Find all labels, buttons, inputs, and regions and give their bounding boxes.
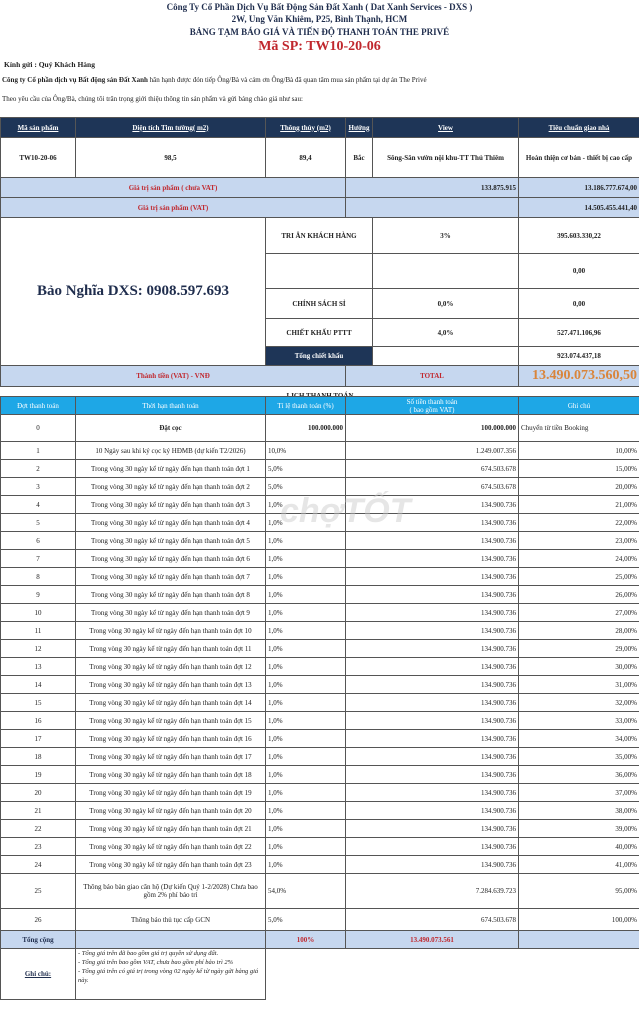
payment-term: Trong vòng 30 ngày kể từ ngày đến hạn thanh toán đợt 14 bbox=[76, 694, 266, 712]
price-excl-vat-row bbox=[1, 178, 639, 198]
payment-note: 39,00% bbox=[519, 820, 639, 838]
payment-note: 22,00% bbox=[519, 514, 639, 532]
payment-note: 29,00% bbox=[519, 640, 639, 658]
payment-term: Trong vòng 30 ngày kể từ ngày đến hạn thanh toán đợt 18 bbox=[76, 766, 266, 784]
total-value: 13.490.073.560,50 bbox=[519, 366, 639, 387]
discount-value: 0,00 bbox=[519, 254, 639, 289]
installment-no: 1 bbox=[1, 442, 76, 460]
payment-term: Trong vòng 30 ngày kể từ ngày đến hạn thanh toán đợt 22 bbox=[76, 838, 266, 856]
payment-amount: 134.900.736 bbox=[346, 640, 519, 658]
installment-no: 7 bbox=[1, 550, 76, 568]
payment-rate: 1,0% bbox=[266, 820, 346, 838]
schedule-row bbox=[1, 622, 639, 640]
discount-value: 0,00 bbox=[519, 289, 639, 319]
payment-amount: 134.900.736 bbox=[346, 820, 519, 838]
payment-rate: 1,0% bbox=[266, 856, 346, 874]
watermark-logo: chợTỐT bbox=[280, 492, 411, 530]
payment-note: 100,00% bbox=[519, 909, 639, 931]
total-discount-value: 923.074.437,18 bbox=[519, 347, 639, 366]
payment-term: Trong vòng 30 ngày kể từ ngày đến hạn thanh toán đợt 3 bbox=[76, 496, 266, 514]
installment-no: 6 bbox=[1, 532, 76, 550]
payment-term: Thông báo bàn giao căn hộ (Dự kiến Quý 1-2/2028) Chưa bao gồm 2% phí bảo trì bbox=[76, 874, 266, 909]
payment-rate: 1,0% bbox=[266, 676, 346, 694]
payment-rate: 1,0% bbox=[266, 568, 346, 586]
payment-term: Trong vòng 30 ngày kể từ ngày đến hạn thanh toán đợt 17 bbox=[76, 748, 266, 766]
installment-no: 21 bbox=[1, 802, 76, 820]
payment-amount: 134.900.736 bbox=[346, 604, 519, 622]
payment-term: Trong vòng 30 ngày kể từ ngày đến hạn thanh toán đợt 16 bbox=[76, 730, 266, 748]
discount-value: 527.471.106,96 bbox=[519, 319, 639, 347]
payment-amount: 100.000.000 bbox=[346, 415, 519, 442]
payment-amount: 134.900.736 bbox=[346, 586, 519, 604]
header-view: View bbox=[373, 118, 519, 138]
payment-note: 33,00% bbox=[519, 712, 639, 730]
installment-no: 2 bbox=[1, 460, 76, 478]
payment-term: Trong vòng 30 ngày kể từ ngày đến hạn thanh toán đợt 1 bbox=[76, 460, 266, 478]
schedule-total-row bbox=[1, 931, 639, 949]
discount-label: CHÍNH SÁCH SỈ bbox=[266, 289, 373, 319]
payment-amount: 7.284.639.723 bbox=[346, 874, 519, 909]
total-label: TOTAL bbox=[346, 366, 519, 387]
discount-rate bbox=[373, 254, 519, 289]
product-table-header bbox=[1, 118, 639, 138]
payment-term: Trong vòng 30 ngày kể từ ngày đến hạn thanh toán đợt 12 bbox=[76, 658, 266, 676]
payment-note: 27,00% bbox=[519, 604, 639, 622]
payment-rate: 1,0% bbox=[266, 550, 346, 568]
payment-term: Trong vòng 30 ngày kể từ ngày đến hạn thanh toán đợt 2 bbox=[76, 478, 266, 496]
payment-term: Trong vòng 30 ngày kể từ ngày đến hạn thanh toán đợt 13 bbox=[76, 676, 266, 694]
schedule-row bbox=[1, 856, 639, 874]
intro-rest: hân hạnh được đón tiếp Ông/Bà và cảm ơn Ông/Bà đã quan tâm mua sản phẩm tại dự án The Privé bbox=[147, 76, 427, 84]
cell-handover: Hoàn thiện cơ bản - thiết bị cao cấp bbox=[519, 138, 639, 178]
agent-contact: Bảo Nghĩa DXS: 0908.597.693 bbox=[1, 218, 266, 366]
payment-rate: 1,0% bbox=[266, 784, 346, 802]
payment-note: 28,00% bbox=[519, 622, 639, 640]
cell-view: Sông-Sân vườn nội khu-TT Thủ Thiêm bbox=[373, 138, 519, 178]
payment-term: Trong vòng 30 ngày kể từ ngày đến hạn thanh toán đợt 8 bbox=[76, 586, 266, 604]
installment-no: 22 bbox=[1, 820, 76, 838]
payment-note: Chuyển từ tiền Booking bbox=[519, 415, 639, 442]
installment-no: 3 bbox=[1, 478, 76, 496]
payment-term: Trong vòng 30 ngày kể từ ngày đến hạn thanh toán đợt 5 bbox=[76, 532, 266, 550]
payment-rate: 1,0% bbox=[266, 766, 346, 784]
schedule-total-amount: 13.490.073.561 bbox=[346, 931, 519, 949]
schedule-row bbox=[1, 802, 639, 820]
header-rate: Tỉ lệ thanh toán (%) bbox=[266, 397, 346, 415]
header-amount-line2: ( bao gồm VAT) bbox=[409, 405, 455, 414]
payment-rate: 5,0% bbox=[266, 909, 346, 931]
cell-net-area: 89,4 bbox=[266, 138, 346, 178]
discount-rate: 3% bbox=[373, 218, 519, 254]
payment-term: Đặt cọc bbox=[76, 415, 266, 442]
payment-term: Trong vòng 30 ngày kể từ ngày đến hạn thanh toán đợt 9 bbox=[76, 604, 266, 622]
schedule-row bbox=[1, 640, 639, 658]
installment-no: 9 bbox=[1, 586, 76, 604]
discount-label: CHIẾT KHẤU PTTT bbox=[266, 319, 373, 347]
payment-note: 36,00% bbox=[519, 766, 639, 784]
installment-no: 5 bbox=[1, 514, 76, 532]
payment-amount: 134.900.736 bbox=[346, 694, 519, 712]
header-area: Diện tích Tim tường( m2) bbox=[76, 118, 266, 138]
payment-amount: 674.503.678 bbox=[346, 909, 519, 931]
intro-line-2: Theo yêu cầu của Ông/Bà, chúng tôi trân trọng giới thiệu thông tin sản phẩm và gửi bảng chào giá như sau: bbox=[2, 95, 303, 103]
installment-no: 0 bbox=[1, 415, 76, 442]
payment-amount: 134.900.736 bbox=[346, 532, 519, 550]
payment-note: 40,00% bbox=[519, 838, 639, 856]
payment-note: 41,00% bbox=[519, 856, 639, 874]
notes-label: Ghi chú: bbox=[1, 949, 76, 1000]
payment-schedule-table bbox=[0, 396, 639, 1000]
payment-note: 24,00% bbox=[519, 550, 639, 568]
header-term: Thời hạn thanh toán bbox=[76, 397, 266, 415]
payment-note: 26,00% bbox=[519, 586, 639, 604]
schedule-body bbox=[1, 415, 639, 931]
final-label: Thành tiền (VAT) - VNĐ bbox=[1, 366, 346, 387]
schedule-row bbox=[1, 676, 639, 694]
payment-rate: 10,0% bbox=[266, 442, 346, 460]
header-note: Ghi chú bbox=[519, 397, 639, 415]
installment-no: 10 bbox=[1, 604, 76, 622]
discount-label: TRI ÂN KHÁCH HÀNG bbox=[266, 218, 373, 254]
schedule-row bbox=[1, 496, 639, 514]
greeting: Kính gửi : Quý Khách Hàng bbox=[4, 60, 95, 69]
payment-amount: 134.900.736 bbox=[346, 784, 519, 802]
price-excl-vat-label: Giá trị sản phẩm ( chưa VAT) bbox=[1, 178, 346, 198]
installment-no: 18 bbox=[1, 748, 76, 766]
payment-term: Trong vòng 30 ngày kể từ ngày đến hạn thanh toán đợt 23 bbox=[76, 856, 266, 874]
schedule-row bbox=[1, 442, 639, 460]
payment-rate: 1,0% bbox=[266, 802, 346, 820]
payment-amount: 134.900.736 bbox=[346, 856, 519, 874]
installment-no: 15 bbox=[1, 694, 76, 712]
payment-note: 25,00% bbox=[519, 568, 639, 586]
discount-rate: 0,0% bbox=[373, 289, 519, 319]
schedule-row bbox=[1, 874, 639, 909]
payment-rate: 1,0% bbox=[266, 730, 346, 748]
price-excl-vat: 13.186.777.674,00 bbox=[519, 178, 639, 198]
schedule-row bbox=[1, 694, 639, 712]
schedule-row bbox=[1, 460, 639, 478]
note-line: - Tổng giá trên có giá trị trong vòng 02 ngày kể từ ngày gửi bảng giá này. bbox=[78, 968, 259, 984]
payment-rate: 1,0% bbox=[266, 658, 346, 676]
payment-note: 38,00% bbox=[519, 802, 639, 820]
payment-amount: 1.249.007.356 bbox=[346, 442, 519, 460]
schedule-row bbox=[1, 784, 639, 802]
installment-no: 24 bbox=[1, 856, 76, 874]
payment-rate: 1,0% bbox=[266, 712, 346, 730]
payment-rate: 5,0% bbox=[266, 478, 346, 496]
installment-no: 14 bbox=[1, 676, 76, 694]
notes-empty bbox=[266, 949, 639, 1000]
payment-rate: 1,0% bbox=[266, 838, 346, 856]
schedule-row bbox=[1, 586, 639, 604]
payment-note: 31,00% bbox=[519, 676, 639, 694]
document-title: BẢNG TẠM BÁO GIÁ VÀ TIẾN ĐỘ THANH TOÁN THE PRIVÉ bbox=[189, 27, 450, 37]
payment-note: 35,00% bbox=[519, 748, 639, 766]
header-net-area: Thông thủy (m2) bbox=[266, 118, 346, 138]
cell-direction: Bắc bbox=[346, 138, 373, 178]
payment-amount: 134.900.736 bbox=[346, 622, 519, 640]
cell-area: 98,5 bbox=[76, 138, 266, 178]
header-amount bbox=[346, 397, 519, 415]
schedule-row bbox=[1, 820, 639, 838]
installment-no: 20 bbox=[1, 784, 76, 802]
payment-amount: 134.900.736 bbox=[346, 568, 519, 586]
payment-term: Trong vòng 30 ngày kể từ ngày đến hạn thanh toán đợt 11 bbox=[76, 640, 266, 658]
schedule-row bbox=[1, 415, 639, 442]
installment-no: 25 bbox=[1, 874, 76, 909]
schedule-row bbox=[1, 658, 639, 676]
payment-term: Trong vòng 30 ngày kể từ ngày đến hạn thanh toán đợt 20 bbox=[76, 802, 266, 820]
header-product-code: Mã sản phẩm bbox=[1, 118, 76, 138]
product-code: Mã SP: TW10-20-06 bbox=[258, 39, 381, 54]
payment-term: Trong vòng 30 ngày kể từ ngày đến hạn thanh toán đợt 10 bbox=[76, 622, 266, 640]
payment-term: Trong vòng 30 ngày kể từ ngày đến hạn thanh toán đợt 4 bbox=[76, 514, 266, 532]
payment-rate: 1,0% bbox=[266, 586, 346, 604]
cell-product-code: TW10-20-06 bbox=[1, 138, 76, 178]
payment-rate: 1,0% bbox=[266, 622, 346, 640]
payment-term: Trong vòng 30 ngày kể từ ngày đến hạn thanh toán đợt 6 bbox=[76, 550, 266, 568]
payment-amount: 134.900.736 bbox=[346, 658, 519, 676]
header-amount-line1: Số tiền thanh toán bbox=[406, 397, 458, 406]
schedule-row bbox=[1, 766, 639, 784]
header-direction: Hướng bbox=[346, 118, 373, 138]
discount-label bbox=[266, 254, 373, 289]
payment-amount: 134.900.736 bbox=[346, 802, 519, 820]
payment-amount: 134.900.736 bbox=[346, 748, 519, 766]
payment-amount: 674.503.678 bbox=[346, 478, 519, 496]
total-discount-empty bbox=[373, 347, 519, 366]
payment-note: 95,00% bbox=[519, 874, 639, 909]
schedule-total-rate: 100% bbox=[266, 931, 346, 949]
installment-no: 23 bbox=[1, 838, 76, 856]
payment-note: 20,00% bbox=[519, 478, 639, 496]
schedule-row bbox=[1, 568, 639, 586]
payment-note: 23,00% bbox=[519, 532, 639, 550]
installment-no: 13 bbox=[1, 658, 76, 676]
payment-amount: 134.900.736 bbox=[346, 730, 519, 748]
payment-amount: 674.503.678 bbox=[346, 460, 519, 478]
payment-note: 32,00% bbox=[519, 694, 639, 712]
payment-note: 34,00% bbox=[519, 730, 639, 748]
schedule-total-note bbox=[519, 931, 639, 949]
payment-note: 30,00% bbox=[519, 658, 639, 676]
discount-row-1 bbox=[1, 218, 639, 254]
payment-term: Thông báo thủ tục cấp GCN bbox=[76, 909, 266, 931]
installment-no: 26 bbox=[1, 909, 76, 931]
payment-term: Trong vòng 30 ngày kể từ ngày đến hạn thanh toán đợt 19 bbox=[76, 784, 266, 802]
schedule-row bbox=[1, 478, 639, 496]
company-name: Công Ty Cổ Phần Dịch Vụ Bất Động Sản Đất Xanh ( Dat Xanh Services - DXS ) bbox=[166, 2, 473, 12]
payment-note: 10,00% bbox=[519, 442, 639, 460]
schedule-total-label: Tổng cộng bbox=[1, 931, 76, 949]
installment-no: 11 bbox=[1, 622, 76, 640]
payment-note: 37,00% bbox=[519, 784, 639, 802]
payment-term: Trong vòng 30 ngày kể từ ngày đến hạn thanh toán đợt 15 bbox=[76, 712, 266, 730]
installment-no: 16 bbox=[1, 712, 76, 730]
header-installment: Đợt thanh toán bbox=[1, 397, 76, 415]
price-vat-label: Giá trị sản phẩm (VAT) bbox=[1, 198, 346, 218]
product-table bbox=[0, 117, 639, 405]
schedule-row bbox=[1, 604, 639, 622]
schedule-total-empty bbox=[76, 931, 266, 949]
schedule-row bbox=[1, 838, 639, 856]
price-vat-row bbox=[1, 198, 639, 218]
installment-no: 17 bbox=[1, 730, 76, 748]
note-line: - Tổng giá trên bao gồm VAT, chưa bao gồm phí bảo trì 2% bbox=[78, 959, 234, 966]
total-discount-label: Tổng chiết khấu bbox=[266, 347, 373, 366]
payment-rate: 1,0% bbox=[266, 748, 346, 766]
product-row bbox=[1, 138, 639, 178]
company-address: 2W, Ung Văn Khiêm, P25, Bình Thạnh, HCM bbox=[231, 14, 408, 24]
schedule-row bbox=[1, 748, 639, 766]
payment-amount: 134.900.736 bbox=[346, 676, 519, 694]
price-per-m2: 133.875.915 bbox=[346, 178, 519, 198]
price-vat: 14.505.455.441,40 bbox=[519, 198, 639, 218]
installment-no: 19 bbox=[1, 766, 76, 784]
payment-rate: 1,0% bbox=[266, 640, 346, 658]
schedule-header bbox=[1, 397, 639, 415]
payment-rate: 1,0% bbox=[266, 604, 346, 622]
header-handover: Tiêu chuẩn giao nhà bbox=[519, 118, 639, 138]
installment-no: 8 bbox=[1, 568, 76, 586]
payment-rate: 1,0% bbox=[266, 532, 346, 550]
price-vat-empty bbox=[346, 198, 519, 218]
installment-no: 4 bbox=[1, 496, 76, 514]
payment-note: 15,00% bbox=[519, 460, 639, 478]
payment-rate: 1,0% bbox=[266, 496, 346, 514]
payment-amount: 134.900.736 bbox=[346, 514, 519, 532]
notes-content bbox=[76, 949, 266, 1000]
schedule-row bbox=[1, 550, 639, 568]
payment-amount: 134.900.736 bbox=[346, 766, 519, 784]
payment-term: 10 Ngày sau khi ký cọc ký HĐMB (dự kiến T2/2026) bbox=[76, 442, 266, 460]
note-line: - Tổng giá trên đã bao gồm giá trị quyền sử dụng đất. bbox=[78, 950, 219, 957]
total-row bbox=[1, 366, 639, 387]
payment-term: Trong vòng 30 ngày kể từ ngày đến hạn thanh toán đợt 7 bbox=[76, 568, 266, 586]
schedule-row bbox=[1, 909, 639, 931]
schedule-row bbox=[1, 712, 639, 730]
payment-amount: 134.900.736 bbox=[346, 550, 519, 568]
payment-term: Trong vòng 30 ngày kể từ ngày đến hạn thanh toán đợt 21 bbox=[76, 820, 266, 838]
payment-rate: 100.000.000 bbox=[266, 415, 346, 442]
schedule-row bbox=[1, 532, 639, 550]
payment-rate: 1,0% bbox=[266, 694, 346, 712]
schedule-row bbox=[1, 730, 639, 748]
payment-amount: 134.900.736 bbox=[346, 496, 519, 514]
discount-rate: 4,0% bbox=[373, 319, 519, 347]
payment-rate: 54,0% bbox=[266, 874, 346, 909]
discount-value: 395.603.330,22 bbox=[519, 218, 639, 254]
payment-rate: 1,0% bbox=[266, 514, 346, 532]
payment-amount: 134.900.736 bbox=[346, 838, 519, 856]
notes-row bbox=[1, 949, 639, 1000]
intro-line-1 bbox=[2, 76, 427, 84]
intro-company: Công ty Cổ phần dịch vụ Bất động sản Đất Xanh bbox=[2, 76, 148, 84]
installment-no: 12 bbox=[1, 640, 76, 658]
payment-rate: 5,0% bbox=[266, 460, 346, 478]
payment-amount: 134.900.736 bbox=[346, 712, 519, 730]
schedule-row bbox=[1, 514, 639, 532]
payment-note: 21,00% bbox=[519, 496, 639, 514]
